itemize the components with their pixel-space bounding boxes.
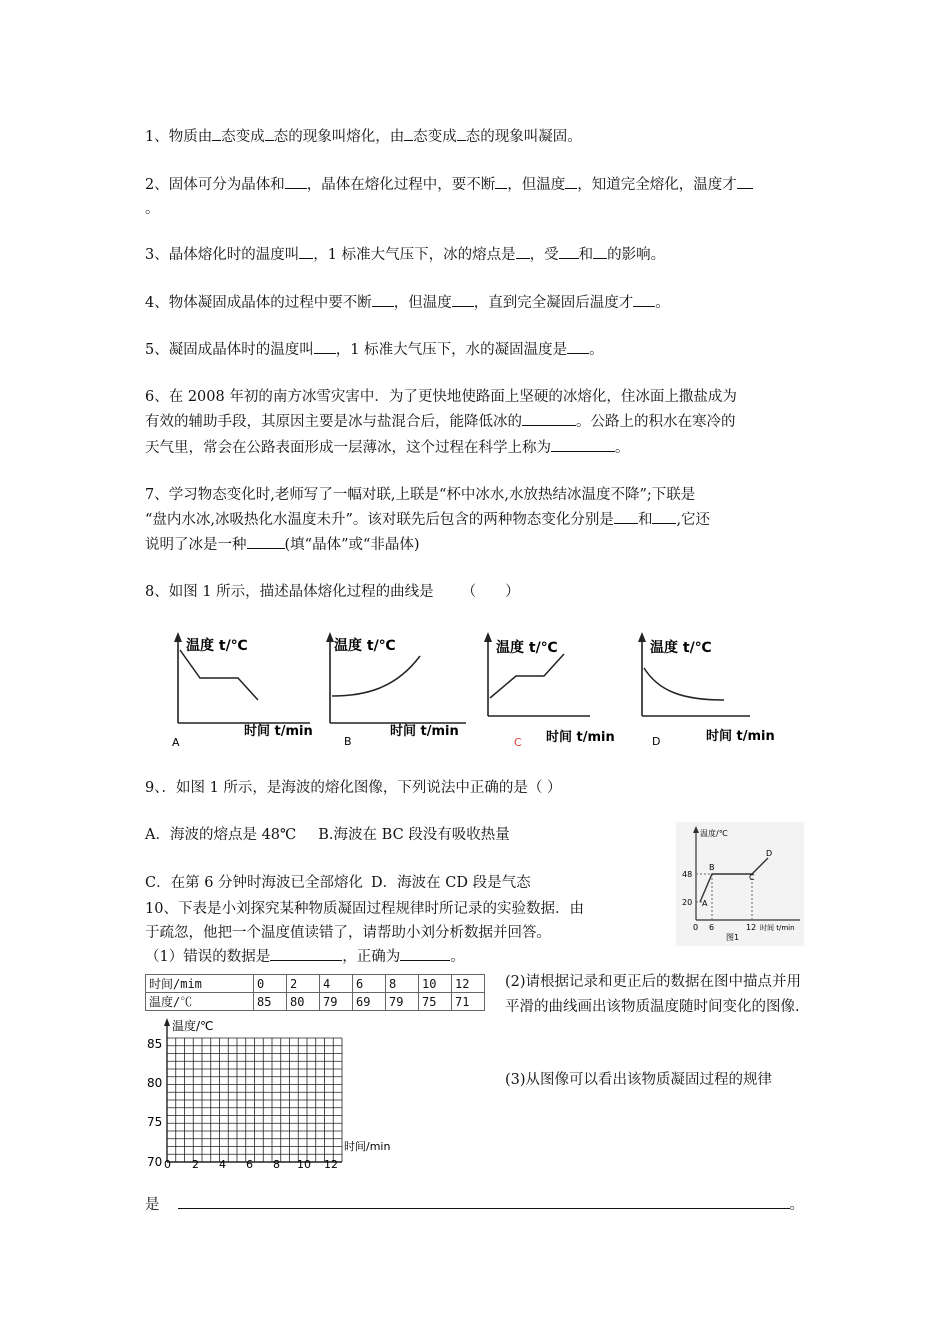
grid-xtick: 8 (273, 1158, 280, 1171)
fig8-ylabel: 温度 t/℃ (186, 638, 248, 654)
fig9-tick-0: 0 (693, 923, 699, 932)
q5-text: ，1 标准大气压下，水的凝固温度是 (335, 342, 568, 358)
q7-text: 7、学习物态变化时,老师写了一幅对联,上联是“杯中冰水,水放热结冰温度不降”;下联是 (145, 487, 696, 503)
q10-blank-wrong[interactable] (270, 946, 342, 961)
q10-sub1-text: ，正确为 (342, 949, 401, 965)
q8-text: 8、如图 1 所示，描述晶体熔化过程的曲线是 (145, 584, 434, 600)
q3-blank-1[interactable] (299, 244, 313, 259)
q6-text: 天气里，常会在公路表面形成一层薄冰，这个过程在科学上称为 (145, 440, 551, 456)
q4-blank-1[interactable] (372, 292, 394, 307)
q3-text: 3、晶体熔化时的温度叫 (145, 247, 300, 263)
q9-text: 9、．如图 1 所示，是海波的熔化图像，下列说法中正确的是（ ） (145, 780, 562, 796)
table-cell: 12 (452, 975, 485, 993)
q2-blank-4[interactable] (737, 174, 753, 189)
q1-blank-1[interactable] (212, 126, 221, 141)
question-2-cont (145, 197, 810, 221)
grid-xtick: 0 (164, 1158, 171, 1171)
q10-plot-grid (142, 1016, 412, 1172)
grid-xtick: 2 (192, 1158, 199, 1171)
question-10-line-2 (145, 921, 810, 945)
q3-text: ，受 (529, 247, 559, 263)
question-8 (145, 580, 810, 604)
q9-option-d[interactable]: D．海波在 CD 段是气态 (371, 875, 531, 891)
grid-xtick: 10 (297, 1158, 311, 1171)
fig8-letter-b: B (344, 735, 352, 748)
q1-blank-4[interactable] (457, 126, 466, 141)
fig8-panel-d (628, 628, 798, 753)
grid-ylabel: 温度/℃ (172, 1019, 214, 1033)
table-cell: 71 (452, 993, 485, 1011)
q1-text: 态变成 (413, 129, 457, 145)
fig9-point-a: A (702, 899, 708, 908)
q1-blank-3[interactable] (404, 126, 413, 141)
question-4 (145, 291, 810, 315)
q10-sub1-text: （1）错误的数据是 (145, 949, 271, 965)
fig9-point-c: C (749, 873, 755, 882)
q6-text: 6、在 2008 年初的南方冰雪灾害中．为了更快地使路面上坚硬的冰熔化，住冰面上撒盐成为 (145, 389, 737, 405)
table-header-time: 时间/mim (146, 975, 254, 993)
question-1 (145, 125, 810, 149)
question-3 (145, 243, 810, 267)
q7-text: 和 (637, 512, 653, 528)
table-row-time (146, 975, 485, 993)
q10-tail-text: 。 (789, 1197, 804, 1213)
fig8-xlabel: 时间 t/min (706, 729, 775, 744)
fig9-tick-6: 6 (709, 923, 715, 932)
q2-blank-2[interactable] (495, 174, 507, 189)
q2-text: 2、固体可分为晶体和 (145, 177, 285, 193)
fig9-xlabel: 时间 t/min (760, 924, 795, 932)
q2-text: ，知道完全熔化，温度才 (577, 177, 737, 193)
q10-text: 10、下表是小刘探究某种物质凝固过程规律时所记录的实验数据．由 (145, 901, 584, 917)
q2-text: ，晶体在熔化过程中，要不断 (306, 177, 496, 193)
q7-text: ,它还 (676, 512, 711, 528)
q7-text: (填“晶体”或“非晶体) (284, 537, 420, 553)
q10-data-table (145, 974, 485, 1011)
table-cell: 8 (386, 975, 419, 993)
q9-option-a[interactable]: A．海波的熔点是 48℃ (145, 827, 297, 843)
q4-blank-2[interactable] (452, 292, 474, 307)
question-2 (145, 173, 810, 197)
q5-blank-1[interactable] (314, 339, 336, 354)
fig8-xlabel: 时间 t/min (390, 724, 459, 739)
q3-text: ，1 标准大气压下，冰的熔点是 (313, 247, 516, 263)
fig9-caption: 图1 (726, 933, 740, 942)
q10-text: 于疏忽，他把一个温度值读错了，请帮助小刘分析数据并回答。 (145, 925, 551, 941)
question-10-sub-1 (145, 945, 810, 969)
q10-blank-correct[interactable] (400, 946, 450, 961)
q4-text: 。 (655, 295, 670, 311)
question-7-line-3 (145, 533, 810, 557)
question-9 (145, 776, 810, 800)
fig8-xlabel: 时间 t/min (244, 724, 313, 739)
q1-text: 1、物质由 (145, 129, 213, 145)
question-6-line-1 (145, 385, 810, 409)
question-7-line-1 (145, 483, 810, 507)
q5-blank-2[interactable] (567, 339, 589, 354)
q2-text: ，但温度 (507, 177, 566, 193)
q9-option-b[interactable]: B.海波在 BC 段没有吸收热量 (318, 827, 510, 843)
fig8-ylabel: 温度 t/℃ (334, 638, 396, 654)
fig9-tick-48: 48 (682, 870, 693, 879)
fig9-point-b: B (709, 863, 715, 872)
q4-text: ，但温度 (393, 295, 452, 311)
fig8-ylabel: 温度 t/℃ (496, 640, 558, 656)
question-10-line-1 (145, 897, 810, 921)
fig8-xlabel: 时间 t/min (546, 730, 615, 745)
q7-blank-3[interactable] (247, 534, 285, 549)
q6-blank-2[interactable] (551, 437, 615, 452)
q10-sub-3: (3)从图像可以看出该物质凝固过程的规律 (505, 1072, 773, 1088)
q3-blank-2[interactable] (516, 244, 530, 259)
grid-xtick: 6 (246, 1158, 253, 1171)
q6-text: 。公路上的积水在寒冷的 (576, 414, 736, 430)
q3-text: 的影响。 (607, 247, 666, 263)
q7-blank-1[interactable] (614, 509, 638, 524)
table-cell: 10 (419, 975, 452, 993)
question-6-line-3 (145, 436, 810, 460)
fig8-letter-c: C (514, 736, 522, 749)
fig8-panel-a (160, 628, 330, 753)
grid-ytick: 75 (147, 1115, 163, 1129)
fig9-point-d: D (766, 849, 773, 858)
question-6-line-2 (145, 410, 810, 434)
grid-xlabel: 时间/min (344, 1140, 391, 1153)
grid-ytick: 70 (147, 1155, 163, 1169)
q1-blank-2[interactable] (265, 126, 274, 141)
fig8-panel-c (472, 628, 642, 753)
table-cell: 2 (287, 975, 320, 993)
q8-answer-paren[interactable]: （ ） (461, 584, 520, 600)
q3-text: 和 (578, 247, 594, 263)
grid-ytick: 80 (147, 1076, 163, 1090)
table-header-temp: 温度/℃ (146, 993, 254, 1011)
table-cell: 79 (320, 993, 353, 1011)
table-cell: 6 (353, 975, 386, 993)
fig8-letter-d: D (652, 735, 661, 748)
q5-text: 5、凝固成晶体时的温度叫 (145, 342, 314, 358)
q4-text: 4、物体凝固成晶体的过程中要不断 (145, 295, 372, 311)
q4-blank-3[interactable] (633, 292, 655, 307)
table-cell: 79 (386, 993, 419, 1011)
q6-text: 有效的辅助手段，其原因主要是冰与盐混合后，能降低冰的 (145, 414, 522, 430)
table-cell: 0 (254, 975, 287, 993)
q1-text: 态的现象叫熔化，由 (273, 129, 405, 145)
q7-text: 说明了冰是一种 (145, 537, 247, 553)
q10-sub1-text: 。 (450, 949, 465, 965)
q10-answer-blank[interactable] (178, 1194, 790, 1209)
table-cell: 75 (419, 993, 452, 1011)
q1-text: 态变成 (221, 129, 265, 145)
q10-tail-text: 是 (145, 1197, 160, 1213)
q3-blank-3[interactable] (559, 244, 579, 259)
table-cell: 69 (353, 993, 386, 1011)
table-row-temp (146, 993, 485, 1011)
question-7-line-2 (145, 508, 810, 532)
table-cell: 80 (287, 993, 320, 1011)
fig9-ylabel: 温度/℃ (700, 829, 728, 838)
fig8-panel-b (316, 628, 486, 753)
q9-option-c[interactable]: C．在第 6 分钟时海波已全部熔化 (145, 875, 364, 891)
q1-text: 态的现象叫凝固。 (465, 129, 582, 145)
grid-xtick: 4 (219, 1158, 226, 1171)
q4-text: ，直到完全凝固后温度才 (473, 295, 634, 311)
q3-blank-4[interactable] (593, 244, 607, 259)
fig9-tick-12: 12 (746, 923, 757, 932)
table-cell: 4 (320, 975, 353, 993)
q7-text: “盘内水冰,冰吸热化水温度未升”。该对联先后包含的两种物态变化分别是 (145, 512, 614, 528)
question-5 (145, 338, 810, 362)
fig8-ylabel: 温度 t/℃ (650, 640, 712, 656)
fig8-letter-a: A (172, 736, 180, 749)
q10-answer-line (145, 1193, 810, 1217)
fig9-tick-20: 20 (682, 898, 693, 907)
q6-text: 。 (615, 440, 630, 456)
grid-xtick: 12 (324, 1158, 338, 1171)
q10-sub-2: (2)请根据记录和更正后的数据在图中描点并用平滑的曲线画出该物质温度随时间变化的图像. (505, 974, 802, 1015)
table-cell: 85 (254, 993, 287, 1011)
q6-blank-1[interactable] (522, 411, 576, 426)
q7-blank-2[interactable] (652, 509, 676, 524)
q2-blank-1[interactable] (285, 174, 307, 189)
q2-blank-3[interactable] (565, 174, 577, 189)
q5-text: 。 (589, 342, 604, 358)
q2-text: 。 (145, 201, 160, 217)
grid-ytick: 85 (147, 1037, 163, 1051)
